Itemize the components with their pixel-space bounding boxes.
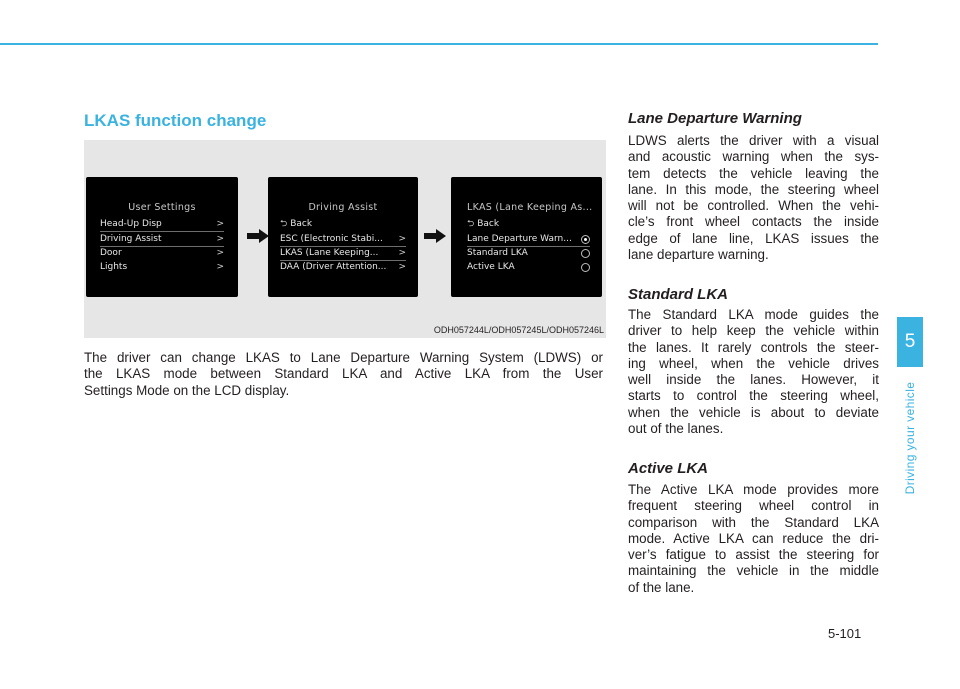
header-rule <box>0 43 878 45</box>
chapter-number-tab: 5 <box>897 317 923 367</box>
menu-item-label: Lights <box>100 262 128 272</box>
text-line: tem detects the vehicle leaving the <box>628 165 879 181</box>
menu-item-lkas <box>280 246 406 261</box>
text-line: will not be controlled. When the vehi- <box>628 198 879 214</box>
text-line: Settings Mode on the LCD display. <box>84 382 290 398</box>
right-arrow-icon <box>247 229 269 243</box>
option-standard-lka <box>467 246 590 260</box>
text-line: out of the lanes. <box>628 421 724 437</box>
menu-item-lights <box>100 260 224 274</box>
menu-item-daa <box>280 260 406 274</box>
heading-standard-lka: Standard LKA <box>628 286 729 303</box>
chapter-title-label <box>899 373 921 503</box>
text-line: and acoustic warning when the sys- <box>628 149 879 165</box>
text-line: The Active LKA mode provides more <box>628 482 879 497</box>
radio-unselected-icon <box>581 249 590 258</box>
text-line: driver to help keep the vehicle within <box>628 323 879 339</box>
chevron-right-icon: > <box>216 262 224 272</box>
lcd-screen-lkas <box>451 177 602 297</box>
text-line: starts to control the steering wheel, <box>628 388 879 404</box>
text-line: when the vehicle is about to deviate <box>628 404 879 420</box>
lcd-screen-driving-assist <box>268 177 418 297</box>
text-line: lane departure warning. <box>628 247 769 263</box>
radio-unselected-icon <box>581 263 590 272</box>
text-line: well inside the lanes. However, it <box>628 372 879 388</box>
radio-selected-icon <box>581 235 590 244</box>
text-line: the LKAS mode between Standard LKA and Active LKA from the User <box>84 366 603 382</box>
paragraph-active-lka <box>628 482 879 596</box>
intro-paragraph <box>84 350 603 399</box>
section-heading: LKAS function change <box>84 111 267 130</box>
screen-title: User Settings <box>128 202 196 213</box>
chevron-right-icon: > <box>398 234 406 244</box>
text-line: edge of lane line, LKAS issues the <box>628 230 879 246</box>
menu-item-label: Driving Assist <box>100 234 162 244</box>
text-line: mode. Active LKA can reduce the dri- <box>628 530 879 546</box>
menu-item-driving-assist <box>100 232 224 247</box>
text-line: frequent steering wheel control in <box>628 498 879 514</box>
figure-caption: ODH057244L/ODH057245L/ODH057246L <box>433 325 604 335</box>
menu-item-label: LKAS (Lane Keeping... <box>280 248 379 258</box>
text-line: lane. In this mode, the steering wheel <box>628 181 879 197</box>
right-arrow-icon <box>424 229 446 243</box>
lcd-figure <box>84 140 606 338</box>
chevron-right-icon: > <box>398 262 406 272</box>
text-line: The Standard LKA mode guides the <box>628 307 879 322</box>
menu-item-back <box>280 217 406 231</box>
text-line: ver’s fatigue to assist the steering for <box>628 547 879 563</box>
back-arrow-icon: ⮌ <box>467 219 475 229</box>
text-line: cle’s front wheel contacts the inside <box>628 214 879 230</box>
screen-title: Driving Assist <box>308 202 378 213</box>
text-line: LDWS alerts the driver with a visual <box>628 133 879 148</box>
chevron-right-icon: > <box>216 248 224 258</box>
option-lane-departure-warning <box>467 232 590 247</box>
menu-item-head-up-disp <box>100 217 224 232</box>
menu-item-back <box>467 217 590 231</box>
paragraph-lane-departure-warning <box>628 133 879 263</box>
chapter-title-text: Driving your vehicle <box>903 381 917 495</box>
option-label: Lane Departure Warn... <box>467 234 572 244</box>
menu-item-label: Door <box>100 248 122 258</box>
chevron-right-icon: > <box>398 248 406 258</box>
chevron-right-icon: > <box>216 234 224 244</box>
menu-item-door <box>100 246 224 260</box>
heading-active-lka: Active LKA <box>628 460 709 477</box>
screen-title: LKAS (Lane Keeping As... <box>467 202 593 213</box>
back-arrow-icon: ⮌ <box>280 219 288 229</box>
page-number: 5-101 <box>828 626 862 641</box>
menu-item-esc <box>280 232 406 247</box>
lcd-screen-user-settings <box>86 177 238 297</box>
paragraph-standard-lka <box>628 307 879 437</box>
menu-item-label: Back <box>290 219 313 229</box>
heading-lane-departure-warning: Lane Departure Warning <box>628 110 802 127</box>
menu-item-label: Head-Up Disp <box>100 219 162 229</box>
text-line: maintaining the vehicle in the middle <box>628 563 879 579</box>
text-line: of the lane. <box>628 579 695 595</box>
menu-item-label: DAA (Driver Attention... <box>280 262 387 272</box>
text-line: The driver can change LKAS to Lane Departure Warning System (LDWS) or <box>84 350 603 365</box>
option-active-lka <box>467 260 590 274</box>
menu-item-label: ESC (Electronic Stabi... <box>280 234 383 244</box>
menu-item-label: Back <box>477 219 500 229</box>
option-label: Active LKA <box>467 262 515 272</box>
text-line: ing wheel, when the vehicle drives <box>628 355 879 371</box>
option-label: Standard LKA <box>467 248 528 258</box>
text-line: the lanes. It rarely controls the steer- <box>628 339 879 355</box>
chevron-right-icon: > <box>216 219 224 229</box>
text-line: comparison with the Standard LKA <box>628 514 879 530</box>
